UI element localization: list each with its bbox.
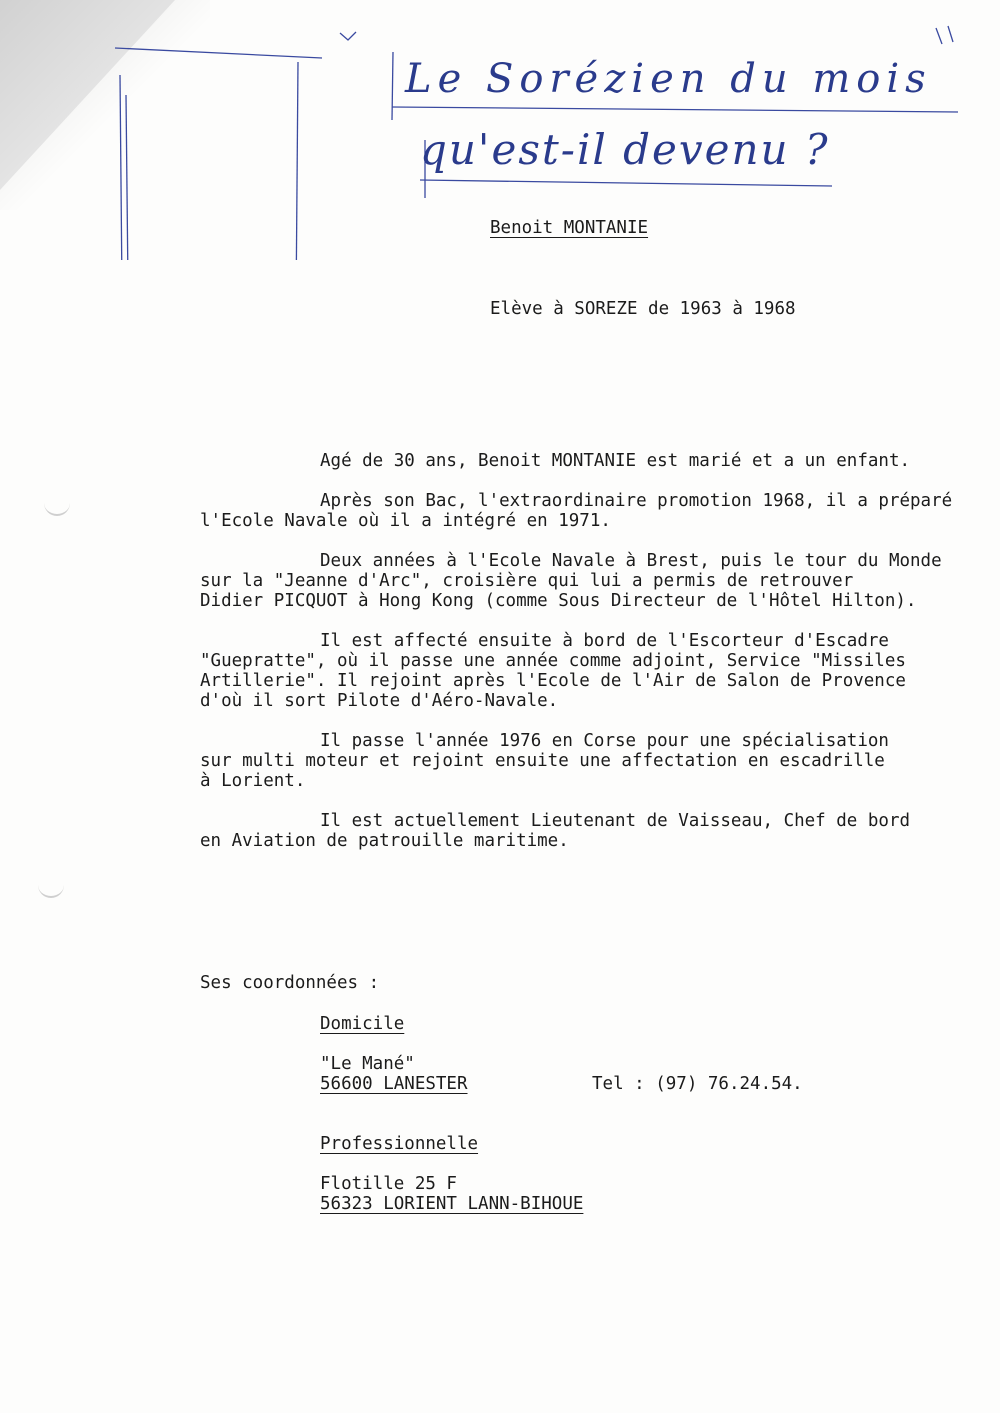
paragraph-line: à Lorient. (200, 771, 306, 791)
paragraph-line: Il passe l'année 1976 en Corse pour une spécialisation (320, 731, 889, 751)
handwritten-title: Le Sorézien du mois (405, 56, 932, 102)
contact-intro: Ses coordonnées : (200, 973, 380, 993)
paragraph-line: Artillerie". Il rejoint après l'Ecole de l'Air de Salon de Provence (200, 671, 906, 691)
work-heading: Professionnelle (320, 1134, 479, 1154)
paragraph-line: l'Ecole Navale où il a intégré en 1971. (200, 511, 611, 531)
home-address-line2: 56600 LANESTER (320, 1074, 468, 1094)
paragraph-line: Il est affecté ensuite à bord de l'Escorteur d'Escadre (320, 631, 889, 651)
paragraph-line: Il est actuellement Lieutenant de Vaisseau, Chef de bord (320, 811, 911, 831)
paragraph-line: Après son Bac, l'extraordinaire promotion 1968, il a préparé (320, 491, 953, 511)
paragraph-line: sur la "Jeanne d'Arc", croisière qui lui a permis de retrouver (200, 571, 854, 591)
home-telephone: Tel : (97) 76.24.54. (592, 1074, 803, 1094)
paragraph-line: Didier PICQUOT à Hong Kong (comme Sous Directeur de l'Hôtel Hilton). (200, 591, 917, 611)
work-address-line2: 56323 LORIENT LANN-BIHOUE (320, 1194, 584, 1214)
home-address-line1: "Le Mané" (320, 1054, 415, 1074)
work-address-line1: Flotille 25 F (320, 1174, 457, 1194)
paragraph-line: Deux années à l'Ecole Navale à Brest, puis le tour du Monde (320, 551, 942, 571)
paragraph-line: "Guepratte", où il passe une année comme adjoint, Service "Missiles (200, 651, 906, 671)
school-years: Elève à SOREZE de 1963 à 1968 (490, 299, 796, 319)
punch-hole-mark (44, 496, 70, 516)
person-name: Benoit MONTANIE (490, 218, 649, 238)
home-heading: Domicile (320, 1014, 405, 1034)
paragraph-line: en Aviation de patrouille maritime. (200, 831, 569, 851)
paragraph-line: sur multi moteur et rejoint ensuite une affectation en escadrille (200, 751, 885, 771)
punch-hole-mark (38, 878, 64, 898)
paragraph-line: d'où il sort Pilote d'Aéro-Navale. (200, 691, 559, 711)
paragraph-line: Agé de 30 ans, Benoit MONTANIE est marié et a un enfant. (320, 451, 911, 471)
handwritten-subtitle: qu'est-il devenu ? (420, 125, 830, 174)
